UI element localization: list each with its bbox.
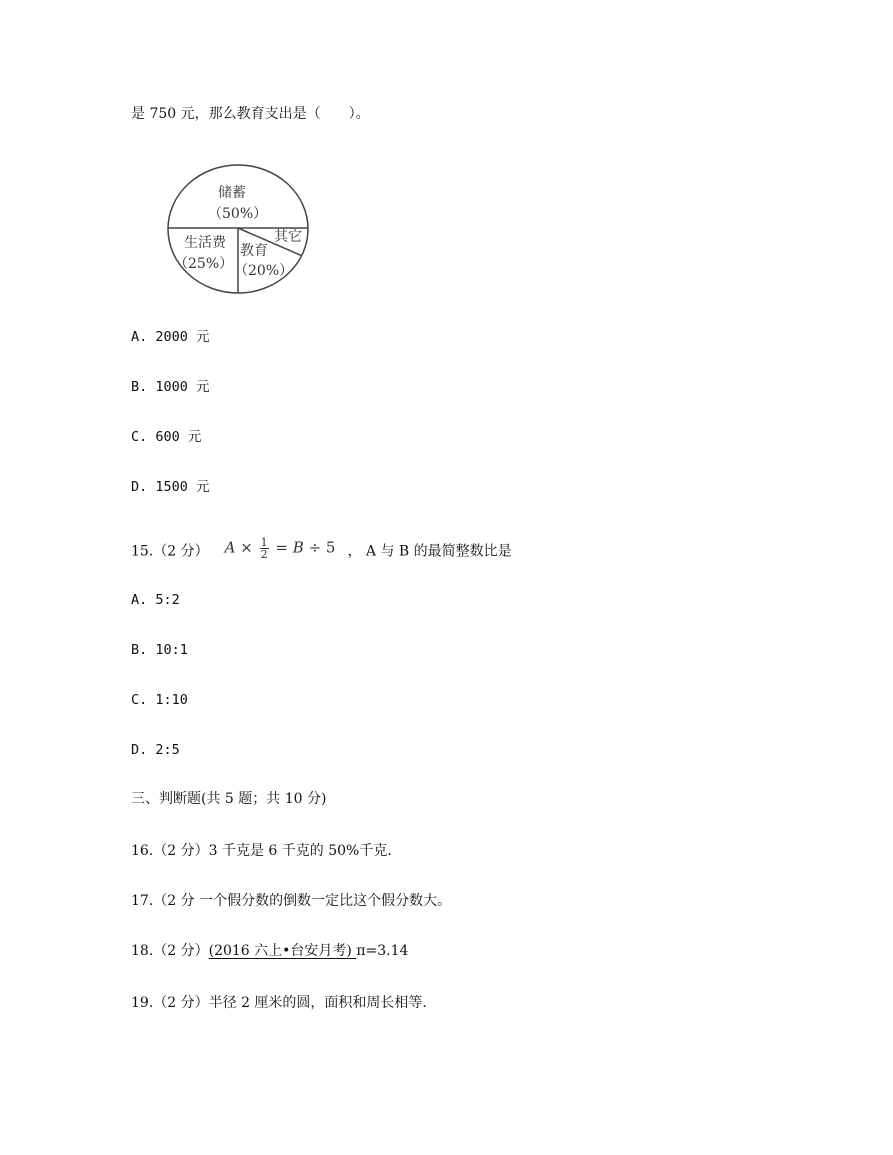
question-15 <box>131 536 512 563</box>
q14-option-b[interactable]: B. 1000 元 <box>131 379 210 395</box>
q15-fraction: $\frac{1}{2}$ <box>260 536 268 561</box>
pie-label-living: 生活费 <box>184 235 226 251</box>
pie-label-education: 教育 <box>240 243 268 259</box>
pie-label-living-pct: （25%） <box>174 256 234 272</box>
q14-option-d[interactable]: D. 1500 元 <box>131 479 210 495</box>
q18-source-link[interactable]: (2016 六上•台安月考) <box>208 943 357 959</box>
section-3-heading: 三、判断题(共 5 题；共 10 分) <box>131 791 327 807</box>
pie-chart <box>164 163 312 297</box>
q14-option-a[interactable]: A. 2000 元 <box>131 329 210 345</box>
question-17: 17.（2 分 一个假分数的倒数一定比这个假分数大。 <box>131 893 452 909</box>
question-19: 19.（2 分）半径 2 厘米的圆，面积和周长相等. <box>131 995 427 1011</box>
pie-label-other: 其它 <box>274 229 302 245</box>
question-16: 16.（2 分）3 千克是 6 千克的 50%千克. <box>131 843 392 859</box>
q15-option-c[interactable]: C. 1:10 <box>131 692 188 708</box>
q15-formula: A × $\frac{1}{2}$ = B ÷ 5 <box>224 536 336 561</box>
q15-option-a[interactable]: A. 5:2 <box>131 592 180 608</box>
pie-label-savings-pct: （50%） <box>208 206 268 222</box>
question-18 <box>131 942 408 960</box>
q15-number: 15.（2 分） <box>131 543 209 560</box>
question-14-stem: 是 750 元，那么教育支出是（ ）。 <box>131 106 370 122</box>
q15-option-b[interactable]: B. 10:1 <box>131 642 188 658</box>
q15-stem: ， A 与 B 的最简整数比是 <box>347 543 512 560</box>
pie-label-savings: 储蓄 <box>218 185 246 201</box>
q18-text: π=3.14 <box>356 943 409 959</box>
q15-option-d[interactable]: D. 2:5 <box>131 742 180 758</box>
pie-label-education-pct: （20%） <box>234 263 294 279</box>
q18-number: 18.（2 分） <box>131 943 209 959</box>
q14-option-c[interactable]: C. 600 元 <box>131 429 202 445</box>
